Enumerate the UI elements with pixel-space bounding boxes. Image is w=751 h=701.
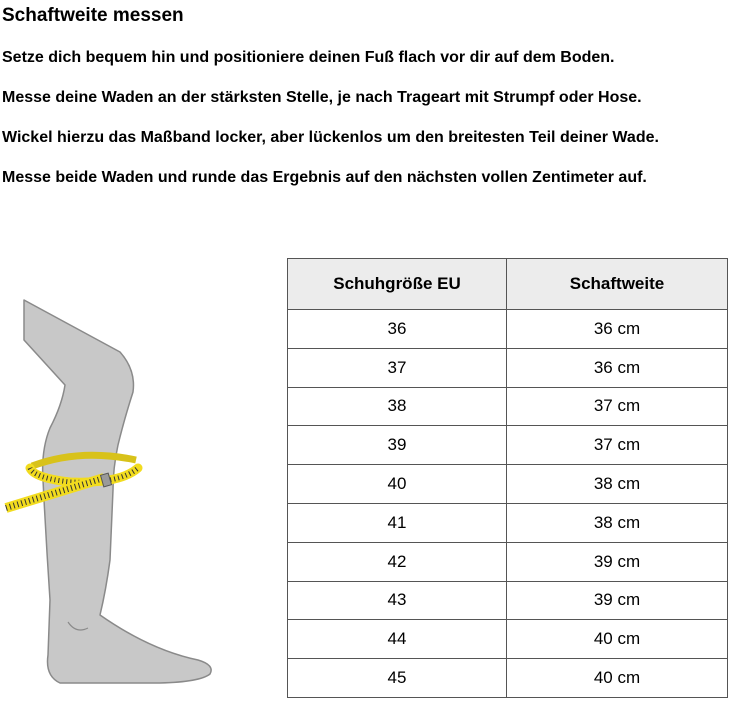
shoe-size-cell: 36: [288, 310, 507, 349]
shoe-size-cell: 43: [288, 581, 507, 620]
shaft-width-cell: 40 cm: [507, 620, 728, 659]
shaft-width-cell: 40 cm: [507, 659, 728, 698]
table-row: [288, 542, 728, 581]
table-row: [288, 387, 728, 426]
shoe-size-cell: 37: [288, 348, 507, 387]
size-table: [287, 258, 728, 698]
shaft-width-cell: 36 cm: [507, 310, 728, 349]
shaft-width-cell: 39 cm: [507, 542, 728, 581]
shaft-width-cell: 39 cm: [507, 581, 728, 620]
instruction-4: Messe beide Waden und runde das Ergebnis auf den nächsten vollen Zentimeter auf.: [2, 169, 647, 186]
shaft-width-cell: 37 cm: [507, 387, 728, 426]
column-header-shoe-size: Schuhgröße EU: [288, 259, 507, 310]
table-row: [288, 659, 728, 698]
instruction-3: Wickel hierzu das Maßband locker, aber lückenlos um den breitesten Teil deiner Wade.: [2, 129, 659, 146]
leg-measuring-illustration: [0, 295, 220, 690]
table-row: [288, 310, 728, 349]
shaft-width-cell: 38 cm: [507, 503, 728, 542]
instruction-1: Setze dich bequem hin und positioniere deinen Fuß flach vor dir auf dem Boden.: [2, 49, 615, 66]
instruction-list: [2, 48, 659, 208]
table-row: [288, 426, 728, 465]
shoe-size-cell: 39: [288, 426, 507, 465]
table-header-row: [288, 259, 728, 310]
shaft-width-cell: 37 cm: [507, 426, 728, 465]
shaft-width-cell: 36 cm: [507, 348, 728, 387]
shoe-size-cell: 38: [288, 387, 507, 426]
table-row: [288, 503, 728, 542]
instruction-2: Messe deine Waden an der stärksten Stelle, je nach Trageart mit Strumpf oder Hose.: [2, 89, 642, 106]
shoe-size-cell: 42: [288, 542, 507, 581]
page-title: Schaftweite messen: [2, 5, 184, 26]
table-row: [288, 465, 728, 504]
table-row: [288, 348, 728, 387]
table-row: [288, 581, 728, 620]
table-row: [288, 620, 728, 659]
shoe-size-cell: 44: [288, 620, 507, 659]
shaft-width-cell: 38 cm: [507, 465, 728, 504]
shoe-size-cell: 40: [288, 465, 507, 504]
shoe-size-cell: 41: [288, 503, 507, 542]
shoe-size-cell: 45: [288, 659, 507, 698]
column-header-shaft-width: Schaftweite: [507, 259, 728, 310]
